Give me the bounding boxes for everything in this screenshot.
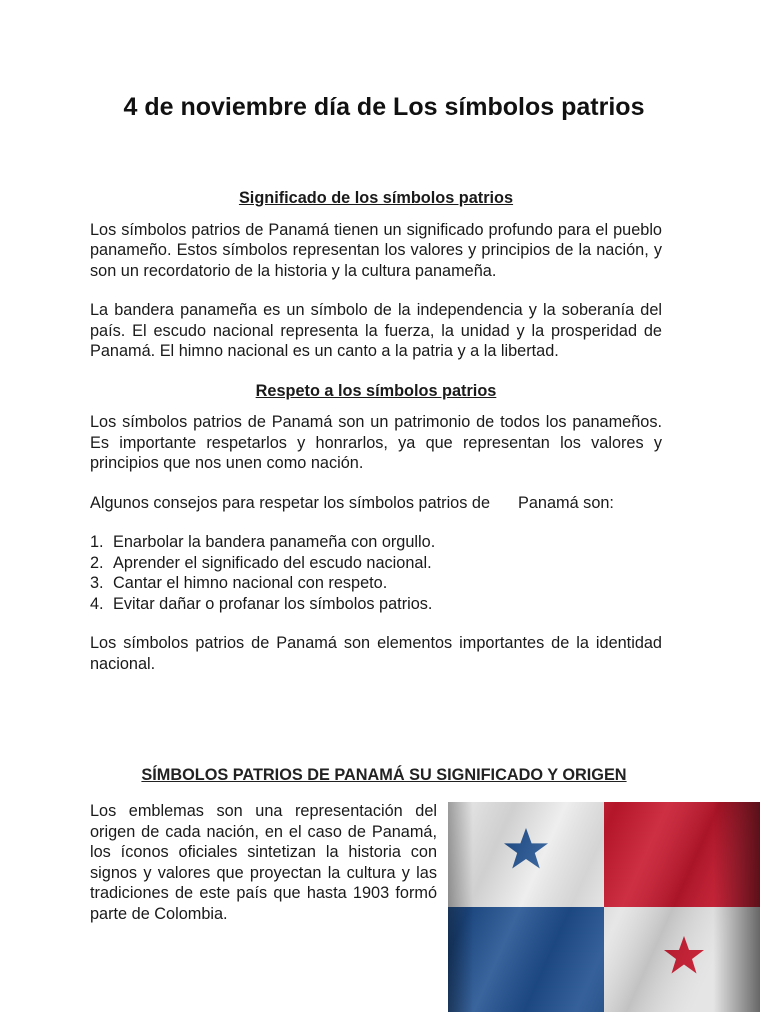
document-body	[90, 188, 662, 693]
paragraph: Los símbolos patrios de Panamá tienen un significado profundo para el pueblo panameño. Estos símbolos representan los valores y principios de la nación, y son un recordatorio de la historia y la cultura panameña.	[90, 220, 662, 280]
list-item	[90, 594, 662, 615]
panama-flag-image	[448, 802, 760, 1012]
advice-list	[90, 532, 662, 614]
advice-intro-text-end: Panamá son:	[518, 493, 614, 512]
paragraph: Los símbolos patrios de Panamá son un patrimonio de todos los panameños. Es importante respetarlos y honrarlos, ya que representan los valores y principios que nos unen como nación.	[90, 413, 662, 472]
paragraph: Los emblemas son una representación del origen de cada nación, en el caso de Panamá, los íconos oficiales sintetizan la historia con signos y valores que proyectan la cultura y las tradiciones de este país que hasta 1903 formó parte de Colombia.	[90, 802, 437, 923]
page-title: 4 de noviembre día de Los símbolos patrios	[123, 93, 645, 121]
list-item	[90, 573, 662, 594]
list-text: Cantar el himno nacional con respeto.	[113, 574, 388, 592]
list-number: 1.	[90, 533, 104, 551]
paragraph: Los símbolos patrios de Panamá son elementos importantes de la identidad nacional.	[90, 634, 662, 673]
list-text: Evitar dañar o profanar los símbolos patrios.	[113, 594, 433, 613]
list-text: Enarbolar la bandera panameña con orgullo.	[113, 533, 436, 551]
panama-flag-icon	[448, 802, 760, 1012]
list-item	[90, 553, 662, 574]
list-number: 3.	[90, 574, 104, 592]
list-number: 4.	[90, 594, 104, 613]
list-item	[90, 532, 662, 553]
section-heading-origen: SÍMBOLOS PATRIOS DE PANAMÁ SU SIGNIFICADO Y ORIGEN	[141, 766, 627, 784]
list-text: Aprender el significado del escudo nacional.	[113, 553, 432, 572]
paragraph: La bandera panameña es un símbolo de la independencia y la soberanía del país. El escudo nacional representa la fuerza, la unidad y la prosperidad de Panamá. El himno nacional es un canto a la patria y a la libertad.	[90, 301, 662, 360]
section-heading-significado: Significado de los símbolos patrios	[238, 189, 514, 207]
list-number: 2.	[90, 553, 104, 572]
section-heading-respeto: Respeto a los símbolos patrios	[255, 381, 497, 400]
advice-intro	[90, 493, 662, 514]
advice-intro-text: Algunos consejos para respetar los símbolos patrios de	[90, 493, 491, 512]
